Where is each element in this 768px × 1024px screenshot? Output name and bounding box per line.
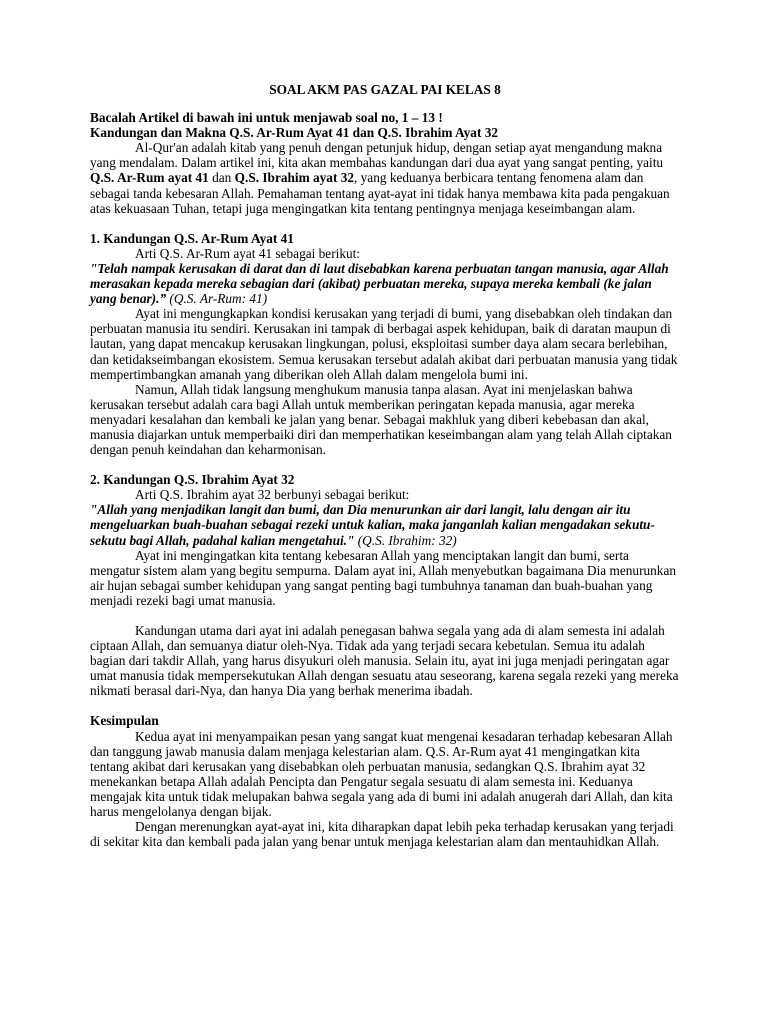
conclusion-paragraph-2: Dengan merenungkan ayat-ayat ini, kita diharapkan dapat lebih peka terhadap kerusakan yang terjadi di sekitar kita dan kembali pada jalan yang benar untuk menjaga kelestarian alam dan mentauhidkan Allah. — [90, 819, 674, 850]
document-body — [90, 82, 680, 849]
intro-bold-ar-rum: Q.S. Ar-Rum ayat 41 — [90, 170, 209, 186]
intro-bold-ibrahim: Q.S. Ibrahim ayat 32 — [234, 170, 354, 186]
section1-paragraph-2: Namun, Allah tidak langsung menghukum manusia tanpa alasan. Ayat ini menjelaskan bahwa kerusakan tersebut adalah cara bagi Allah untuk memberikan peringatan kepada manusia, agar mereka menyadari kesalahan dan kembali ke jalan yang benar. Sebagai makhluk yang diberi kebebasan dan akal, manusia diajarkan untuk memperbaiki diri dan memperhatikan keseimbangan alam yang telah Allah ciptakan dengan penuh keindahan dan keharmonisan. — [90, 381, 672, 458]
spacer — [90, 457, 680, 472]
section2-paragraph-1: Ayat ini mengingatkan kita tentang kebesaran Allah yang menciptakan langit dan bumi, serta mengatur sistem alam yang begitu sempurna. Dalam ayat ini, Allah menyebutkan bagaimana Dia menurunkan air hujan sebagai sumber kehidupan yang sangat penting bagi tumbuhnya tanaman dan buah-buahan yang menjadi rezeki bagi umat manusia. — [90, 547, 676, 608]
section2-heading: 2. Kandungan Q.S. Ibrahim Ayat 32 — [90, 472, 295, 488]
section1-quote-ref: (Q.S. Ar-Rum: 41) — [166, 291, 268, 307]
section2-quote — [90, 502, 680, 547]
section1-arti: Arti Q.S. Ar-Rum ayat 41 sebagai berikut: — [135, 245, 361, 261]
spacer — [90, 698, 680, 713]
intro-text-3: , yang keduanya berbicara tentang fenomena alam dan sebagai tanda kebesaran Allah. Pemahaman tentang ayat-ayat ini tidak hanya membawa kita pada pengakuan atas kekuasaan Tuhan, tetapi juga mengingatkan kita tentang pentingnya menjaga keseimbangan alam. — [90, 170, 670, 216]
intro-text-1: Al-Qur'an adalah kitab yang penuh dengan petunjuk hidup, dengan setiap ayat mengandung makna yang mendalam. Dalam artikel ini, kita akan membahas kandungan dari dua ayat yang sangat penting, yaitu — [90, 140, 664, 171]
section1-quote-text: "Telah nampak kerusakan di darat dan di laut disebabkan karena perbuatan tangan manusia, agar Allah merasakan kepada mereka sebagian dari (akibat) perbuatan mereka, supaya mereka kembali (ke jalan yang benar).” — [90, 260, 669, 307]
section1-quote — [90, 261, 680, 306]
spacer — [90, 608, 680, 623]
section2-quote-text: "Allah yang menjadikan langit dan bumi, dan Dia menurunkan air dari langit, lalu dengan air itu mengeluarkan buah-buahan sebagai rezeki untuk kalian, maka janganlah kalian mengadakan sekutu-sekutu bagi Allah, padahal kalian mengetahui." — [90, 502, 655, 548]
spacer — [90, 216, 680, 231]
conclusion-heading: Kesimpulan — [90, 713, 159, 729]
intro-text-2: dan — [208, 170, 235, 186]
article-title: Kandungan dan Makna Q.S. Ar-Rum Ayat 41 dan Q.S. Ibrahim Ayat 32 — [90, 125, 498, 141]
section1-paragraph-1: Ayat ini mengungkapkan kondisi kerusakan yang terjadi di bumi, yang disebabkan oleh tindakan dan perbuatan manusia itu sendiri. Kerusakan ini tampak di berbagai aspek kehidupan, baik di daratan maupun di lautan, yang dapat mencakup kerusakan lingkungan, polusi, eksploitasi sumber daya alam secara berlebihan, dan ketidakseimbangan ekosistem. Semua kerusakan tersebut adalah akibat dari perbuatan manusia yang tidak mempertimbangkan amanah yang diberikan oleh Allah dalam mengelola bumi ini. — [90, 306, 678, 382]
section2-quote-ref: (Q.S. Ibrahim: 32) — [354, 532, 457, 548]
instruction: Bacalah Artikel di bawah ini untuk menjawab soal no, 1 – 13 ! — [90, 110, 443, 126]
intro-paragraph — [90, 140, 680, 215]
section2-paragraph-2: Kandungan utama dari ayat ini adalah penegasan bahwa segala yang ada di alam semesta ini adalah ciptaan Allah, dan semuanya diatur oleh-Nya. Tidak ada yang terjadi secara kebetulan. Semua itu adalah bagian dari takdir Allah, yang harus disyukuri oleh manusia. Selain itu, ayat ini juga menjadi peringatan agar umat manusia tidak mempersekutukan Allah dengan sesuatu atau seseorang, karena segala rezeki yang mereka nikmati berasal dari-Nya, dan hanya Dia yang berhak menerima ibadah. — [90, 623, 679, 699]
section1-heading: 1. Kandungan Q.S. Ar-Rum Ayat 41 — [90, 230, 294, 246]
document-title: SOAL AKM PAS GAZAL PAI KELAS 8 — [269, 82, 501, 97]
section2-arti: Arti Q.S. Ibrahim ayat 32 berbunyi sebagai berikut: — [135, 487, 410, 503]
conclusion-paragraph-1: Kedua ayat ini menyampaikan pesan yang sangat kuat mengenai kesadaran terhadap kebesaran Allah dan tanggung jawab manusia dalam menjaga kelestarian alam. Q.S. Ar-Rum ayat 41 mengingatkan kita tentang akibat dari kerusakan yang disebabkan oleh perbuatan manusia, sedangkan Q.S. Ibrahim ayat 32 menekankan betapa Allah adalah Pencipta dan Pengatur segala sesuatu di alam semesta ini. Keduanya mengajak kita untuk tidak melupakan bahwa segala yang ada di bumi ini adalah anugerah dari Allah, dan kita harus mengelolanya dengan bijak. — [90, 728, 673, 820]
